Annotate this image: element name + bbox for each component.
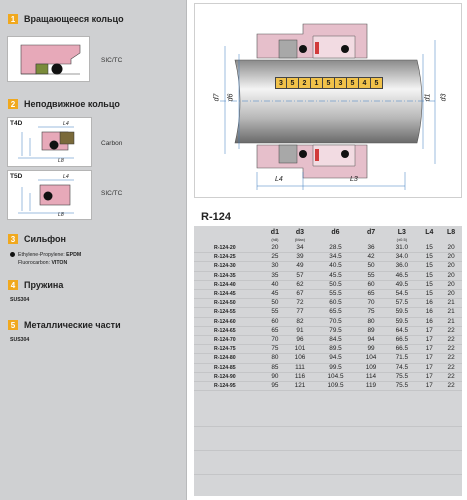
section-number: 5 [8,320,18,330]
seal-assembly-diagram [195,4,463,199]
model-code-cell: R-124-75 [214,346,236,353]
section-rotating-ring [8,14,124,24]
dimension-cell: 75.5 [395,382,409,390]
dimension-cell: 80 [367,317,375,325]
dimension-cell: 36.0 [395,262,409,270]
d6-label: d6 [227,93,235,102]
section-stationary-ring [8,99,120,109]
dimension-cell: 16 [425,308,433,316]
bellows-material-epdm: Ethylene-Propylene: EPDM [10,252,81,258]
dimension-cell: 50.5 [329,280,342,288]
column-header [194,226,264,244]
section-metal-parts [8,320,121,330]
dimension-cell: 42 [367,253,375,261]
dimension-cell: 54.5 [395,290,409,298]
dimension-cell: 60.5 [329,299,342,307]
dimension-cell: 57.5 [395,299,409,307]
table-row [194,372,462,381]
dimension-cell: 55 [367,271,375,279]
section-number: 1 [8,14,18,24]
dimension-cell: 109 [365,363,377,371]
dimension-cell: 72 [296,299,304,307]
seal-cross-section-drawing [194,3,462,198]
dimension-cell: 59.5 [395,308,409,316]
dimension-cell: 75 [271,345,279,353]
bullet-icon [10,252,15,257]
dimension-cell: 20 [447,290,455,298]
dimension-cell: 99 [367,345,375,353]
dimension-cell: 25 [271,253,279,261]
dimension-cell: 35 [271,271,279,279]
table-header-row [194,226,462,244]
t4d-l8-label: L8 [58,158,64,164]
table-row [194,345,462,354]
dimension-cell: 66.5 [395,345,409,353]
section-title: Вращающееся кольцо [24,14,124,24]
model-title: R-124 [201,211,231,223]
rotating-ring-drawing [7,36,90,82]
dimension-cell: 111 [295,363,305,371]
dimension-cell: 20 [447,244,455,251]
table-row [194,280,462,289]
model-code-cell: R-124-80 [214,355,236,362]
t4d-label: T4D [10,120,23,127]
part-number-balloon: 2 [299,77,311,89]
dimension-cell: 39 [296,253,304,261]
dimension-cell: 50 [271,299,279,307]
dimension-cell: 22 [447,326,455,334]
dimension-cell: 116 [294,372,306,380]
dimension-cell: 65 [367,290,375,298]
t4d-l4-label: L4 [63,121,69,127]
dimension-cell: 22 [447,336,455,344]
model-code-cell: R-124-85 [214,364,236,371]
dimension-cell: 70 [367,299,375,307]
dimension-cell: 50 [367,262,375,270]
dimension-cell: 40.5 [329,262,342,270]
dimension-cell: 64.5 [395,326,409,334]
dimension-cell: 45.5 [329,271,342,279]
dimension-cell: 79.5 [329,326,342,334]
section-title: Неподвижное кольцо [24,99,120,109]
section-number: 2 [8,99,18,109]
column-header: L4 [425,229,434,236]
model-code-cell: R-124-35 [214,272,236,279]
dimension-cell: 22 [447,372,455,380]
model-code-cell: R-124-55 [214,309,236,316]
dimension-cell: 16 [425,299,433,307]
metal-parts-material: SUS304 [10,337,30,343]
dimension-cell: 45 [271,290,279,298]
dimension-cell: 17 [425,354,433,362]
dimension-cell: 65 [271,326,279,334]
t5d-label: T5D [10,173,23,180]
section-number: 4 [8,280,18,290]
d7-label: d7 [213,93,221,102]
section-number: 3 [8,234,18,244]
part-number-balloon: 5 [287,77,299,89]
dimension-cell: 17 [425,382,433,390]
dimension-cell: 85 [271,363,279,371]
part-number-balloon: 5 [371,77,383,89]
materials-panel [0,0,187,500]
column-header: d1 (h8) [270,229,279,242]
section-title: Сильфон [24,234,66,244]
dimension-cell: 91 [296,326,304,334]
dimension-cell: 15 [425,244,433,251]
dimension-cell: 20 [447,262,455,270]
l4-label: L4 [275,176,283,183]
dimension-cell: 75.5 [395,372,409,380]
model-code-cell: R-124-70 [214,337,236,344]
table-row [194,253,462,262]
dimension-cell: 21 [447,308,455,316]
dimension-cell: 114 [365,372,377,380]
dimension-cell: 16 [425,317,433,325]
table-divider [194,474,462,475]
dimensions-table [194,226,462,496]
dimension-cell: 67 [296,290,304,298]
dimension-cell: 17 [425,363,433,371]
l3-label: L3 [350,176,358,183]
part-number-balloon: 5 [323,77,335,89]
dimension-cell: 57 [296,271,304,279]
dimension-cell: 60 [271,317,279,325]
dimension-cell: 55.5 [329,290,342,298]
table-row [194,336,462,345]
table-row [194,299,462,308]
table-row [194,244,462,253]
model-code-cell: R-124-60 [214,318,236,325]
section-spring [8,280,63,290]
dimension-cell: 70 [271,336,279,344]
table-row [194,308,462,317]
model-code-cell: R-124-90 [214,373,236,380]
dimension-cell: 17 [425,372,433,380]
t5d-l8-label: L8 [58,212,64,218]
model-code-cell: R-124-45 [214,291,236,298]
t5d-l4-label: L4 [63,174,69,180]
dimension-cell: 49.5 [395,280,409,288]
dimension-cell: 34 [296,244,304,251]
dimension-cell: 66.5 [395,336,409,344]
dimension-cell: 20 [447,253,455,261]
dimension-cell: 89.5 [329,345,342,353]
dimension-cell: 46.5 [395,271,409,279]
section-bellows [8,234,66,244]
model-code-cell: R-124-95 [214,383,236,390]
dimension-cell: 84.5 [329,336,342,344]
table-row [194,382,462,391]
bellows-material-viton: Fluorocarbon: VITON [18,260,68,266]
dimension-cell: 106 [294,354,306,362]
dimension-cell: 17 [425,326,433,334]
column-header: L8 [447,229,456,236]
dimension-cell: 28.5 [329,244,342,251]
column-header: d7 [366,229,376,236]
column-header: L3 (±0.5) [396,229,408,242]
dimension-cell: 104 [365,354,377,362]
dimension-cell: 77 [296,308,304,316]
dimension-cell: 62 [296,280,304,288]
dimension-cell: 104.5 [327,372,344,380]
table-row [194,354,462,363]
part-number-balloon: 4 [359,77,371,89]
dimension-cell: 74.5 [395,363,409,371]
dimension-cell: 15 [425,290,433,298]
table-row [194,317,462,326]
dimension-cell: 59.5 [395,317,409,325]
model-code-cell: R-124-40 [214,281,236,288]
rotating-ring-icon [8,37,91,83]
part-number-balloon: 1 [311,77,323,89]
dimension-cell: 94 [367,336,375,344]
table-row [194,290,462,299]
part-balloons [275,77,383,89]
d3-label: d3 [440,93,448,102]
dimension-cell: 20 [447,280,455,288]
table-divider [194,450,462,451]
rotating-ring-material: SIC/TC [101,57,123,64]
dimension-cell: 94.5 [329,354,342,362]
dimension-cell: 20 [271,244,279,251]
dimension-cell: 75 [367,308,375,316]
dimension-cell: 99.5 [329,363,342,371]
dimension-cell: 89 [367,326,375,334]
table-row [194,326,462,335]
dimension-cell: 22 [447,354,455,362]
d1-label: d1 [424,93,432,102]
model-code-cell: R-124-20 [214,245,236,251]
dimension-cell: 20 [447,271,455,279]
dimension-cell: 15 [425,271,433,279]
dimension-cell: 36 [367,244,375,251]
dimension-cell: 17 [425,336,433,344]
dimension-cell: 70.5 [329,317,342,325]
t4d-material: Carbon [101,140,123,147]
table-row [194,271,462,280]
dimension-cell: 17 [425,345,433,353]
column-header: d6 [331,229,340,236]
table-row [194,262,462,271]
section-title: Металлические части [24,320,121,330]
dimension-cell: 15 [425,262,433,270]
dimension-cell: 71.5 [395,354,409,362]
dimension-cell: 96 [296,336,304,344]
dimension-cell: 49 [296,262,304,270]
dimension-cell: 55 [271,308,279,316]
dimension-cell: 121 [294,382,306,390]
dimension-cell: 34.5 [329,253,342,261]
model-code-cell: R-124-30 [214,263,236,270]
dimension-cell: 95 [271,382,279,390]
dimension-cell: 22 [447,345,455,353]
dimension-cell: 119 [365,382,377,390]
dimension-cell: 15 [425,253,433,261]
column-header: d3 (Max) [294,229,306,242]
part-number-balloon: 3 [335,77,347,89]
dimension-cell: 82 [296,317,304,325]
table-divider [194,426,462,427]
dimension-cell: 109.5 [327,382,344,390]
dimension-cell: 90 [271,372,279,380]
spring-material: SUS304 [10,297,30,303]
dimension-cell: 34.0 [395,253,409,261]
model-code-cell: R-124-25 [214,254,236,261]
part-number-balloon: 3 [275,77,287,89]
section-title: Пружина [24,280,64,290]
dimension-cell: 80 [271,354,279,362]
t5d-material: SIC/TC [101,190,123,197]
dimension-cell: 30 [271,262,279,270]
dimension-cell: 22 [447,363,455,371]
part-number-balloon: 5 [347,77,359,89]
dimension-cell: 31.0 [395,244,409,251]
dimension-cell: 65.5 [329,308,342,316]
dimension-cell: 40 [271,280,279,288]
dimension-cell: 21 [447,317,455,325]
model-code-cell: R-124-65 [214,327,236,334]
dimension-cell: 15 [425,280,433,288]
dimension-cell: 21 [447,299,455,307]
table-row [194,363,462,372]
dimension-cell: 101 [294,345,306,353]
dimension-cell: 60 [367,280,375,288]
model-code-cell: R-124-50 [214,300,236,307]
dimension-cell: 22 [447,382,455,390]
